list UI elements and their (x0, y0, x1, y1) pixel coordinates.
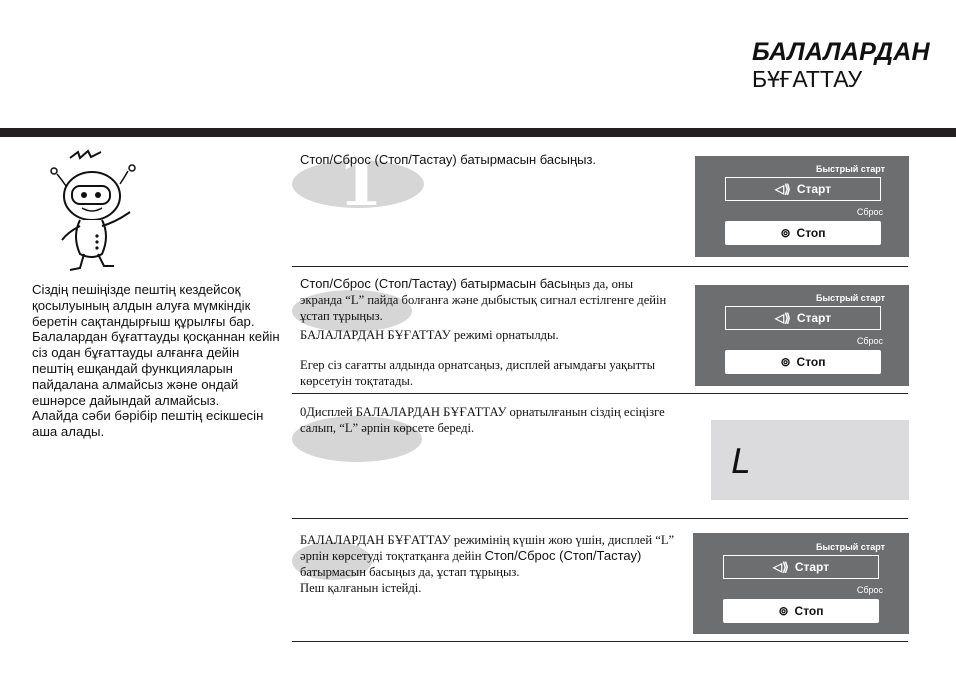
control-panel (695, 156, 909, 257)
reset-label: Сброс (856, 207, 883, 217)
page-title: БАЛАЛАРДАН (752, 38, 930, 66)
start-button-label: Старт (794, 560, 830, 574)
stop-button[interactable] (725, 350, 881, 374)
start-icon: ◁⟫ (772, 560, 789, 574)
divider (292, 266, 908, 267)
step-4-instruction-end: батырмасын басыңыз да, ұстап тұрыңыз. (300, 565, 520, 579)
reset-label: Сброс (856, 336, 883, 346)
stop-icon: ⊚ (780, 355, 791, 369)
step-2-note: Егер сіз сағатты алдында орнатсаңыз, дисплей ағымдағы уақытты көрсетуін тоқтатады. (300, 358, 656, 388)
stop-button-label: Стоп (796, 226, 826, 240)
start-button-label: Старт (796, 311, 832, 325)
oven-display (711, 420, 909, 500)
intro-text (32, 282, 282, 440)
header-divider-bar (0, 128, 956, 137)
step-2-mode-text: БАЛАЛАРДАН БҰҒАТТАУ режимі орнатылды. (300, 328, 559, 342)
intro-paragraph-note: Алайда сәби бәрібір пештің есікшесін аша алады. (32, 408, 264, 440)
divider (292, 641, 908, 642)
step-4-text (300, 532, 680, 596)
control-panel (695, 285, 909, 386)
stop-icon: ⊚ (778, 604, 789, 618)
step-2-instruction: ңыз да, оны экранда “L” пайда болғанға және дыбыстық сигнал естілгенге дейін ұстап тұрыңыз. (300, 277, 667, 323)
start-icon: ◁⟫ (774, 182, 791, 196)
stop-icon: ⊚ (780, 226, 791, 240)
control-panel (693, 533, 909, 634)
start-button[interactable] (725, 306, 881, 330)
mascot-illustration (40, 146, 150, 276)
start-button[interactable] (725, 177, 881, 201)
start-button-label: Старт (796, 182, 832, 196)
display-lock-indicator: L (731, 442, 752, 482)
step-4-button-text: Стоп/Сброс (Стоп/Тастау) (484, 548, 642, 563)
stop-button-label: Стоп (794, 604, 824, 618)
reset-label: Сброс (856, 585, 883, 595)
intro-paragraph: Сіздің пешіңізде пештің кездейсоқ қосылуының алдын алуға мүмкіндік беретін сақтандырғыш құрылғы бар. Балалардан бұғаттауды қосқаннан кейін сіз одан бұғаттауды алғанға дейін пештің ешқандай функцияларын пайдалана алмайсыз және ондай ешнәрсе дайындай алмайсыз. (32, 282, 280, 408)
start-icon: ◁⟫ (774, 311, 791, 325)
divider (292, 393, 908, 394)
quick-start-label: Быстрый старт (816, 542, 885, 552)
start-button[interactable] (723, 555, 879, 579)
step-2-button-text: Стоп/Сброс (Стоп/Тастау) батырмасын басы (300, 276, 570, 291)
step-1-text: Стоп/Сброс (Стоп/Тастау) батырмасын басыңыз. (300, 152, 597, 167)
step-2-text (300, 276, 670, 324)
page-subtitle: БҰҒАТТАУ (752, 66, 863, 92)
quick-start-label: Быстрый старт (816, 293, 885, 303)
quick-start-label: Быстрый старт (816, 164, 885, 174)
stop-button-label: Стоп (796, 355, 826, 369)
divider (292, 518, 908, 519)
stop-button[interactable] (725, 221, 881, 245)
step-number: 1 (338, 146, 383, 221)
step-3-text: 0Дисплей БАЛАЛАРДАН БҰҒАТТАУ орнатылғанын сіздің есіңізге салып, “L” әрпін көрсете береді. (300, 405, 665, 435)
stop-button[interactable] (723, 599, 879, 623)
step-4-instruction: БАЛАЛАРДАН БҰҒАТТАУ режимінің күшін жою үшін, дисплей “L” әрпін көрсетуді тоқтатқанға дейін (300, 533, 675, 563)
step-4-result: Пеш қалғанын істейді. (300, 581, 422, 595)
